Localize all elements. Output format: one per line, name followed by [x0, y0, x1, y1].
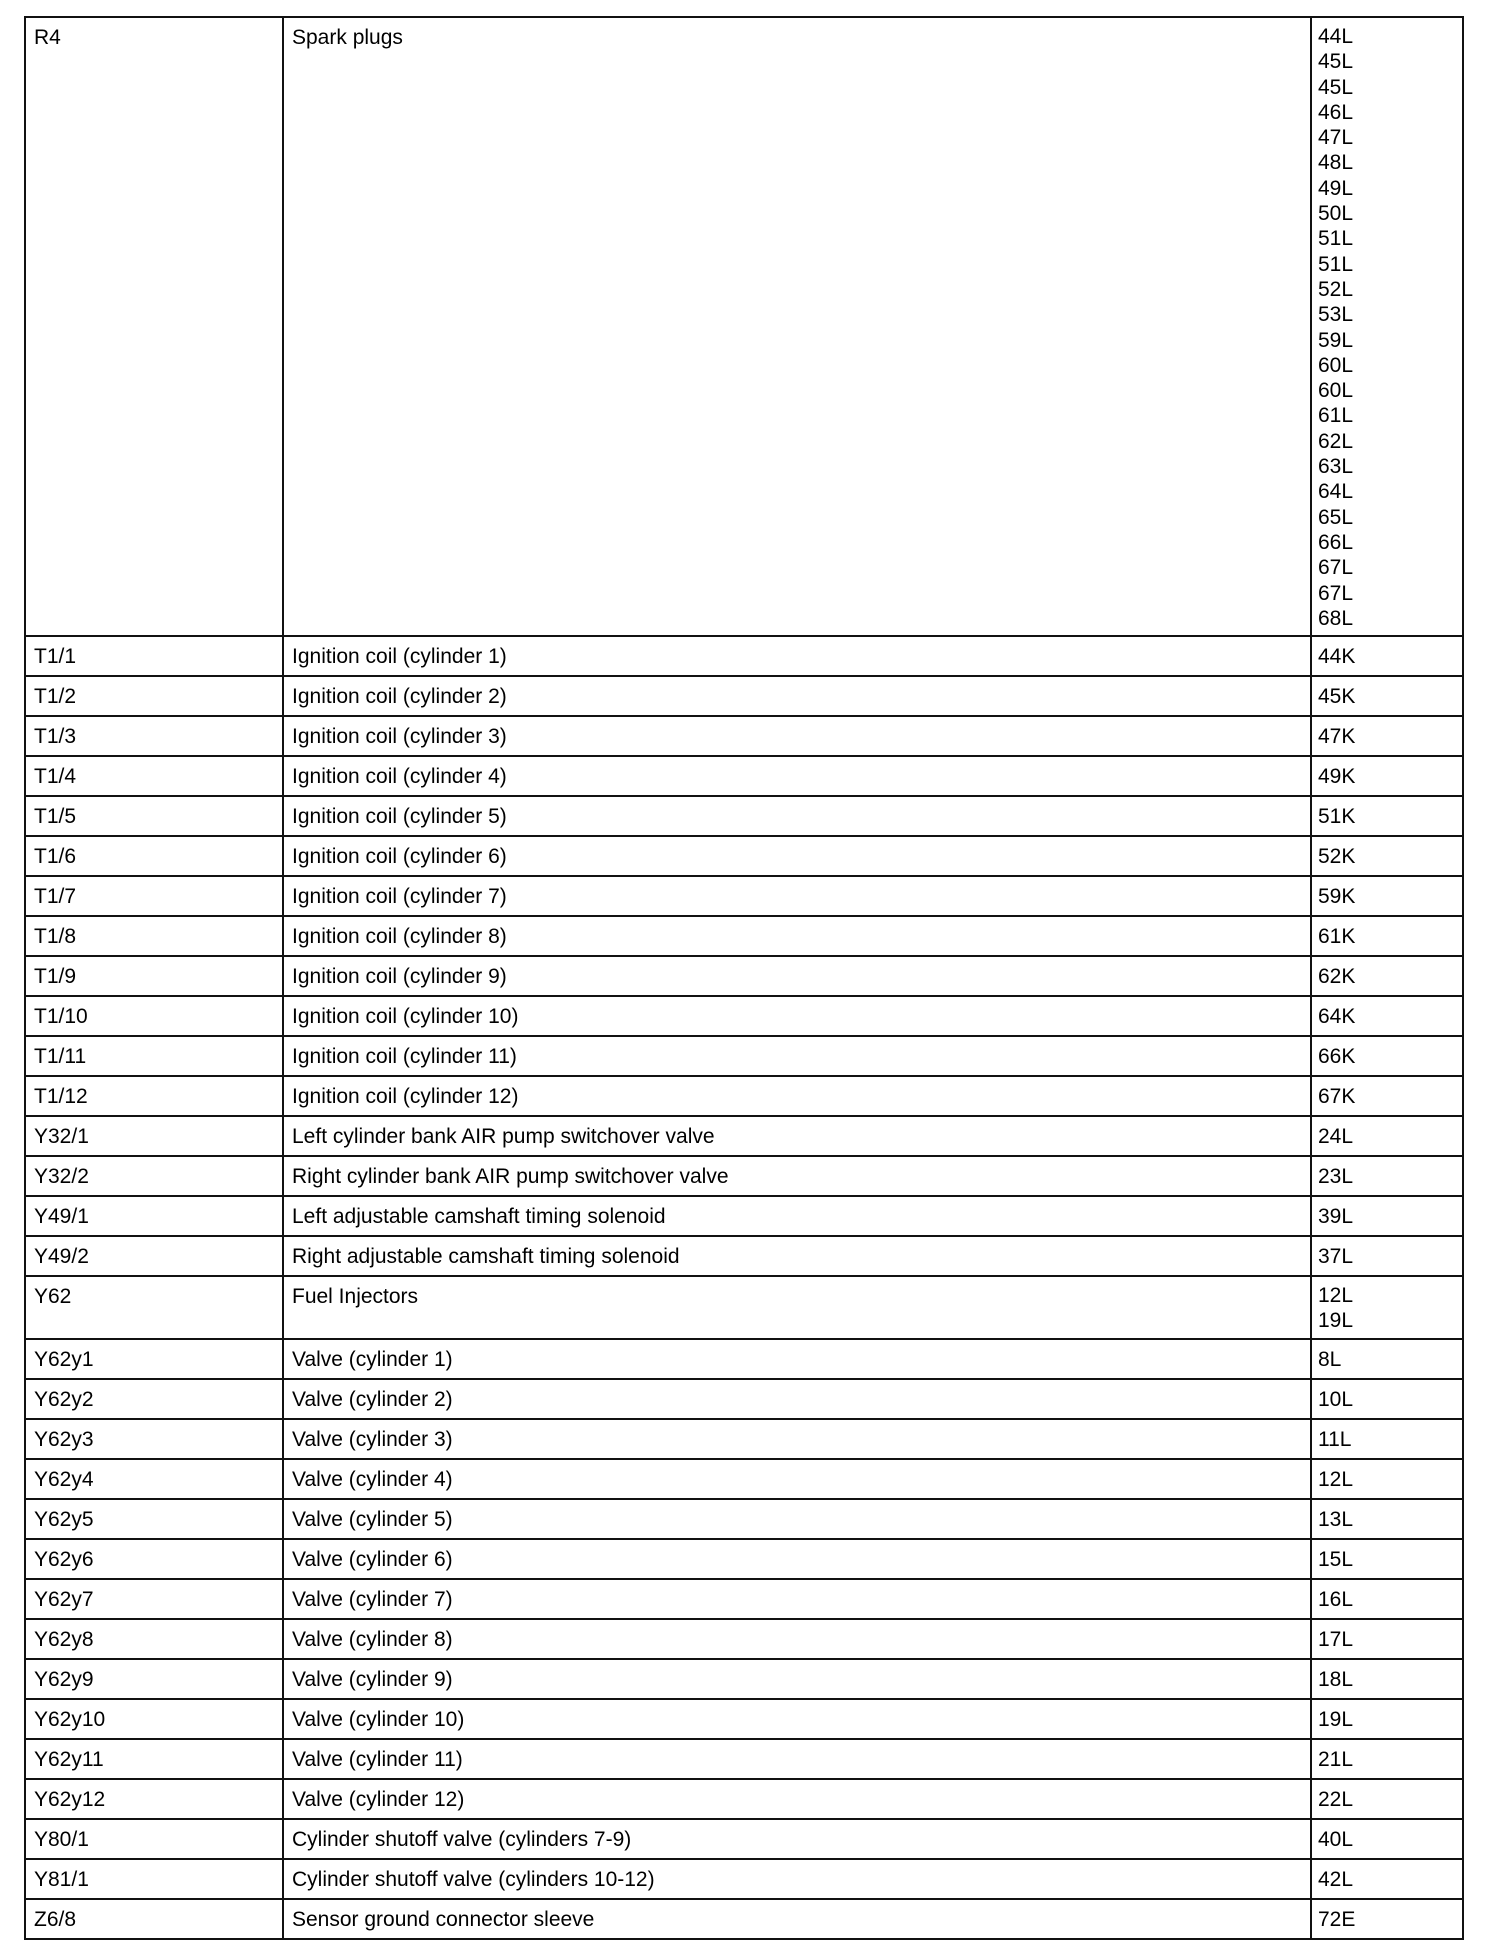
component-description-cell: Right adjustable camshaft timing solenoid: [283, 1236, 1311, 1276]
grid-location-value: 60L: [1318, 379, 1354, 403]
component-description-cell: Ignition coil (cylinder 10): [283, 996, 1311, 1036]
table-row: [25, 1379, 1463, 1419]
grid-location-cell: [1311, 836, 1463, 876]
component-description-cell: Ignition coil (cylinder 4): [283, 756, 1311, 796]
grid-location-cell: [1311, 1236, 1463, 1276]
grid-location-value: 8L: [1318, 1347, 1342, 1371]
component-code-cell: Y49/1: [25, 1196, 283, 1236]
component-description-cell: Valve (cylinder 3): [283, 1419, 1311, 1459]
table-row: [25, 916, 1463, 956]
grid-location-cell: [1311, 1076, 1463, 1116]
grid-location-cell: [1311, 1419, 1463, 1459]
component-code-cell: Y62y9: [25, 1659, 283, 1699]
grid-location-value: 19L: [1318, 1707, 1354, 1731]
grid-location-value: 46L: [1318, 100, 1354, 124]
table-row: [25, 1859, 1463, 1899]
table-body: [25, 17, 1463, 1939]
grid-location-value: 22L: [1318, 1787, 1354, 1811]
grid-location-value: 53L: [1318, 303, 1354, 327]
component-description-cell: Ignition coil (cylinder 5): [283, 796, 1311, 836]
grid-location-value: 64K: [1318, 1005, 1356, 1029]
component-code-cell: T1/6: [25, 836, 283, 876]
grid-location-value: 19L: [1318, 1309, 1354, 1333]
grid-location-cell: [1311, 1539, 1463, 1579]
grid-location-value: 64L: [1318, 480, 1354, 504]
component-code-cell: Y62y3: [25, 1419, 283, 1459]
component-code-cell: T1/2: [25, 676, 283, 716]
grid-location-cell: [1311, 956, 1463, 996]
component-code-cell: Y62: [25, 1276, 283, 1339]
grid-location-value: 44K: [1318, 645, 1356, 669]
grid-location-value: 62L: [1318, 429, 1354, 453]
table-row: [25, 1779, 1463, 1819]
table-row: [25, 1499, 1463, 1539]
grid-location-cell: [1311, 716, 1463, 756]
grid-location-value: 66K: [1318, 1045, 1356, 1069]
component-code-cell: T1/1: [25, 636, 283, 676]
component-description-cell: Cylinder shutoff valve (cylinders 7-9): [283, 1819, 1311, 1859]
grid-location-value: 67L: [1318, 581, 1354, 605]
table-row: [25, 1619, 1463, 1659]
table-row: [25, 1339, 1463, 1379]
component-description-cell: Valve (cylinder 4): [283, 1459, 1311, 1499]
component-code-cell: Y81/1: [25, 1859, 283, 1899]
component-description-cell: Valve (cylinder 12): [283, 1779, 1311, 1819]
component-code-cell: Y62y1: [25, 1339, 283, 1379]
component-description-cell: Left adjustable camshaft timing solenoid: [283, 1196, 1311, 1236]
grid-location-value: 49K: [1318, 765, 1356, 789]
component-description-cell: Ignition coil (cylinder 8): [283, 916, 1311, 956]
grid-location-cell: [1311, 1899, 1463, 1939]
table-row: [25, 636, 1463, 676]
component-description-cell: Spark plugs: [283, 17, 1311, 636]
grid-location-cell: [1311, 1339, 1463, 1379]
grid-location-value: 47K: [1318, 725, 1356, 749]
table-row: [25, 1579, 1463, 1619]
grid-location-cell: [1311, 1459, 1463, 1499]
grid-location-value: 44L: [1318, 25, 1354, 48]
grid-location-value: 67K: [1318, 1085, 1356, 1109]
table-row: [25, 1276, 1463, 1339]
grid-location-cell: [1311, 676, 1463, 716]
component-description-cell: Valve (cylinder 6): [283, 1539, 1311, 1579]
component-description-cell: Valve (cylinder 10): [283, 1699, 1311, 1739]
grid-location-value: 48L: [1318, 151, 1354, 175]
grid-location-value: 11L: [1318, 1427, 1352, 1451]
component-description-cell: Sensor ground connector sleeve: [283, 1899, 1311, 1939]
table-row: [25, 836, 1463, 876]
component-code-cell: T1/8: [25, 916, 283, 956]
grid-location-cell: [1311, 17, 1463, 636]
grid-location-value: 23L: [1318, 1165, 1354, 1189]
grid-location-value: 16L: [1318, 1587, 1354, 1611]
component-code-cell: T1/9: [25, 956, 283, 996]
grid-location-value: 67L: [1318, 556, 1354, 580]
grid-location-value: 17L: [1318, 1627, 1354, 1651]
grid-location-value: 15L: [1318, 1547, 1354, 1571]
table-row: [25, 676, 1463, 716]
grid-location-cell: [1311, 1859, 1463, 1899]
component-code-cell: Y62y6: [25, 1539, 283, 1579]
component-code-cell: T1/11: [25, 1036, 283, 1076]
component-code-cell: Y32/2: [25, 1156, 283, 1196]
grid-location-cell: [1311, 796, 1463, 836]
grid-location-cell: [1311, 916, 1463, 956]
grid-location-value: 12L: [1318, 1467, 1354, 1491]
component-code-cell: Y62y2: [25, 1379, 283, 1419]
grid-location-value: 45L: [1318, 50, 1354, 74]
table-row: [25, 1819, 1463, 1859]
grid-location-value: 12L: [1318, 1284, 1354, 1308]
grid-location-value: 60L: [1318, 353, 1354, 377]
component-description-cell: Valve (cylinder 11): [283, 1739, 1311, 1779]
grid-location-value: 51K: [1318, 805, 1356, 829]
table-row: [25, 716, 1463, 756]
grid-location-value: 40L: [1318, 1827, 1354, 1851]
table-row: [25, 1036, 1463, 1076]
grid-location-cell: [1311, 1116, 1463, 1156]
table-row: [25, 1699, 1463, 1739]
grid-location-value: 52K: [1318, 845, 1356, 869]
grid-location-value: 68L: [1318, 606, 1354, 630]
component-legend-sheet: [24, 16, 1464, 1940]
grid-location-cell: [1311, 1659, 1463, 1699]
grid-location-cell: [1311, 636, 1463, 676]
grid-location-cell: [1311, 1579, 1463, 1619]
component-description-cell: Ignition coil (cylinder 6): [283, 836, 1311, 876]
grid-location-cell: [1311, 1499, 1463, 1539]
component-description-cell: Valve (cylinder 8): [283, 1619, 1311, 1659]
grid-location-cell: [1311, 756, 1463, 796]
component-code-cell: Y62y11: [25, 1739, 283, 1779]
component-description-cell: Fuel Injectors: [283, 1276, 1311, 1339]
component-description-cell: Valve (cylinder 7): [283, 1579, 1311, 1619]
grid-location-cell: [1311, 1779, 1463, 1819]
grid-location-value: 24L: [1318, 1125, 1354, 1149]
grid-location-value: 62K: [1318, 965, 1356, 989]
grid-location-cell: [1311, 1196, 1463, 1236]
table-row: [25, 1459, 1463, 1499]
component-description-cell: Ignition coil (cylinder 2): [283, 676, 1311, 716]
component-code-cell: Y49/2: [25, 1236, 283, 1276]
table-row: [25, 996, 1463, 1036]
grid-location-value: 59K: [1318, 885, 1356, 909]
grid-location-cell: [1311, 1699, 1463, 1739]
table-row: [25, 1236, 1463, 1276]
component-code-cell: T1/7: [25, 876, 283, 916]
table-row: [25, 1419, 1463, 1459]
grid-location-cell: [1311, 1739, 1463, 1779]
grid-location-cell: [1311, 1619, 1463, 1659]
component-code-cell: Z6/8: [25, 1899, 283, 1939]
grid-location-value: 66L: [1318, 530, 1354, 554]
grid-location-value: 10L: [1318, 1387, 1354, 1411]
table-row: [25, 1156, 1463, 1196]
component-description-cell: Ignition coil (cylinder 1): [283, 636, 1311, 676]
grid-location-value: 49L: [1318, 176, 1354, 200]
table-row: [25, 1739, 1463, 1779]
grid-location-value: 51L: [1318, 227, 1354, 251]
grid-location-value: 59L: [1318, 328, 1354, 352]
grid-location-cell: [1311, 1819, 1463, 1859]
grid-location-cell: [1311, 996, 1463, 1036]
component-description-cell: Ignition coil (cylinder 7): [283, 876, 1311, 916]
grid-location-value: 65L: [1318, 505, 1354, 529]
table-row: [25, 17, 1463, 636]
grid-location-value: 61K: [1318, 925, 1356, 949]
grid-location-cell: [1311, 1036, 1463, 1076]
grid-location-value: 52L: [1318, 277, 1354, 301]
table-row: [25, 1196, 1463, 1236]
component-code-cell: Y32/1: [25, 1116, 283, 1156]
grid-location-value: 47L: [1318, 126, 1354, 150]
component-location-table: [24, 16, 1464, 1940]
component-code-cell: Y62y8: [25, 1619, 283, 1659]
table-row: [25, 796, 1463, 836]
component-code-cell: T1/4: [25, 756, 283, 796]
grid-location-value: 18L: [1318, 1667, 1354, 1691]
grid-location-value: 45K: [1318, 685, 1356, 709]
component-description-cell: Valve (cylinder 5): [283, 1499, 1311, 1539]
component-code-cell: Y62y12: [25, 1779, 283, 1819]
table-row: [25, 1539, 1463, 1579]
component-code-cell: T1/3: [25, 716, 283, 756]
component-code-cell: T1/12: [25, 1076, 283, 1116]
grid-location-value: 37L: [1318, 1245, 1354, 1269]
grid-location-cell: [1311, 1156, 1463, 1196]
component-code-cell: Y62y5: [25, 1499, 283, 1539]
grid-location-cell: [1311, 1276, 1463, 1339]
grid-location-value: 13L: [1318, 1507, 1354, 1531]
grid-location-cell: [1311, 1379, 1463, 1419]
component-code-cell: Y62y4: [25, 1459, 283, 1499]
component-code-cell: Y62y10: [25, 1699, 283, 1739]
grid-location-cell: [1311, 876, 1463, 916]
table-row: [25, 1076, 1463, 1116]
table-row: [25, 1116, 1463, 1156]
table-row: [25, 1659, 1463, 1699]
component-description-cell: Ignition coil (cylinder 9): [283, 956, 1311, 996]
grid-location-value: 45L: [1318, 75, 1354, 99]
component-description-cell: Cylinder shutoff valve (cylinders 10-12): [283, 1859, 1311, 1899]
grid-location-value: 21L: [1318, 1747, 1354, 1771]
component-description-cell: Right cylinder bank AIR pump switchover valve: [283, 1156, 1311, 1196]
component-code-cell: T1/10: [25, 996, 283, 1036]
grid-location-value: 50L: [1318, 202, 1354, 226]
table-row: [25, 756, 1463, 796]
table-row: [25, 1899, 1463, 1939]
component-description-cell: Valve (cylinder 2): [283, 1379, 1311, 1419]
component-code-cell: Y80/1: [25, 1819, 283, 1859]
component-description-cell: Valve (cylinder 1): [283, 1339, 1311, 1379]
table-row: [25, 876, 1463, 916]
component-code-cell: Y62y7: [25, 1579, 283, 1619]
component-description-cell: Ignition coil (cylinder 3): [283, 716, 1311, 756]
component-description-cell: Left cylinder bank AIR pump switchover valve: [283, 1116, 1311, 1156]
grid-location-value: 51L: [1318, 252, 1354, 276]
grid-location-value: 39L: [1318, 1205, 1354, 1229]
component-code-cell: R4: [25, 17, 283, 636]
component-description-cell: Valve (cylinder 9): [283, 1659, 1311, 1699]
component-description-cell: Ignition coil (cylinder 12): [283, 1076, 1311, 1116]
grid-location-value: 63L: [1318, 455, 1354, 479]
table-row: [25, 956, 1463, 996]
grid-location-value: 61L: [1318, 404, 1354, 428]
grid-location-value: 42L: [1318, 1867, 1354, 1891]
grid-location-value: 72E: [1318, 1907, 1356, 1931]
component-description-cell: Ignition coil (cylinder 11): [283, 1036, 1311, 1076]
component-code-cell: T1/5: [25, 796, 283, 836]
